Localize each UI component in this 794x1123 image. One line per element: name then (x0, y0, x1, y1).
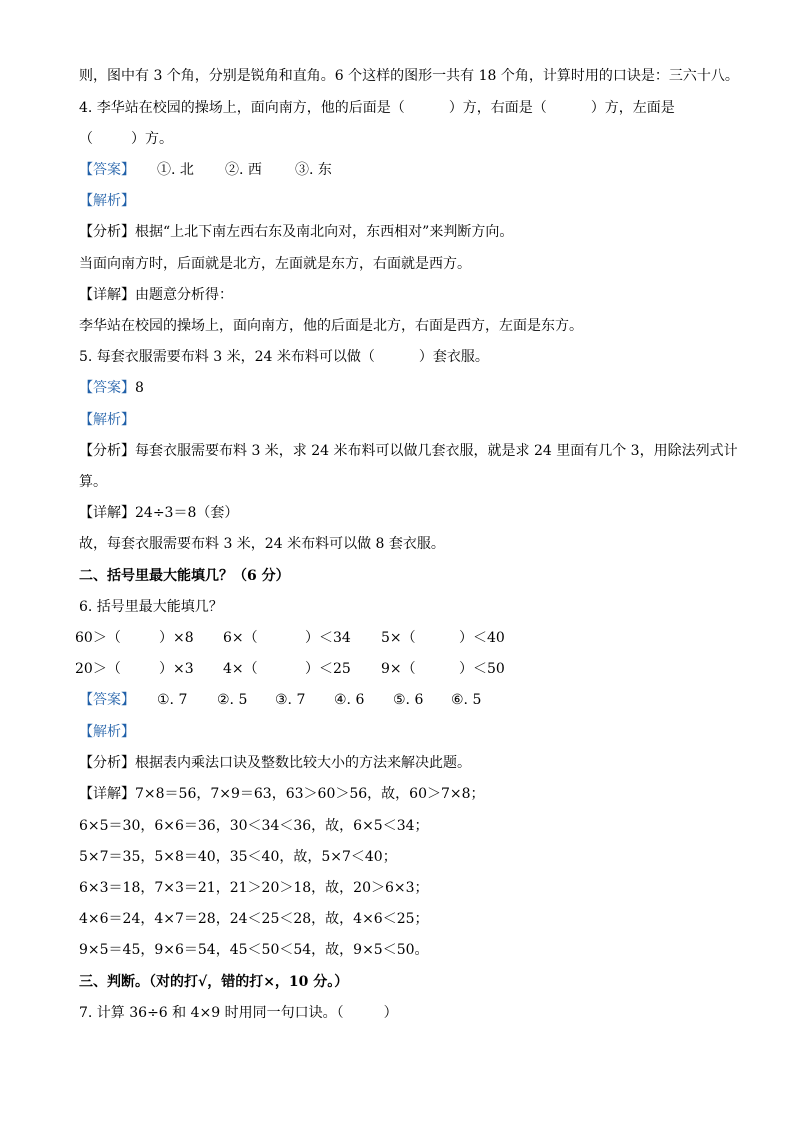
expression-part: ）＜50 (459, 661, 505, 677)
text-line: 6×3＝18，7×3＝21，21＞20＞18，故，20＞6×3； (79, 880, 429, 896)
expression-part: ）×3 (159, 661, 194, 677)
expression-part: 9×（ (381, 661, 416, 677)
question-text: ）套衣服。 (418, 349, 489, 365)
analysis-tag: 【解析】 (79, 412, 135, 428)
answer-item: ③. 7 (275, 692, 306, 708)
xiangjie-tag: 【详解】 (79, 786, 135, 802)
text-line: 故，每套衣服需要布料 3 米，24 米布料可以做 8 套衣服。 (79, 536, 445, 552)
section-heading: 三、判断。（对的打√，错的打×，10 分。） (79, 974, 349, 990)
xiangjie-tag: 【详解】 (79, 287, 135, 303)
expression-part: ）×8 (159, 630, 194, 646)
question-text: 7. 计算 36÷6 和 4×9 时用同一句口诀。（ (79, 1005, 344, 1021)
question-text: 5. 每套衣服需要布料 3 米，24 米布料可以做（ (79, 349, 375, 365)
question-4 (79, 98, 675, 118)
question-text: ）方。 (131, 131, 173, 147)
fenxi-text: 根据“上北下南左西右东及南北向对，东西相对”来判断方向。 (135, 224, 514, 240)
question-text: ）方，左面是 (590, 100, 675, 116)
question-6-row-2 (75, 659, 539, 679)
text-line: 6×5＝30，6×6＝36，30＜34＜36，故，6×5＜34； (79, 818, 429, 834)
answer-line (79, 690, 719, 710)
answer-line (79, 160, 719, 180)
question-5 (79, 347, 489, 367)
xiangjie-line (79, 784, 485, 804)
answer-item: ①. 7 (157, 692, 188, 708)
question-text: 4. 李华站在校园的操场上，面向南方，他的后面是（ (79, 100, 405, 116)
text-line: 算。 (79, 474, 107, 490)
answer-item: ①. 北 (157, 162, 194, 178)
answer-tag: 【答案】 (79, 162, 135, 178)
fenxi-line (79, 222, 513, 242)
question-7 (79, 1003, 398, 1023)
expression-part: ）＜40 (459, 630, 505, 646)
text-line: 9×5＝45，9×6＝54，45＜50＜54，故，9×5＜50。 (79, 942, 429, 958)
xiangjie-line (79, 285, 233, 305)
text-line: 4×6＝24，4×7＝28，24＜25＜28，故，4×6＜25； (79, 911, 429, 927)
answer-item: ⑥. 5 (451, 692, 482, 708)
answer-value: 8 (135, 380, 144, 396)
expression-part: ）＜34 (305, 630, 351, 646)
text-line: 李华站在校园的操场上，面向南方，他的后面是北方，右面是西方，左面是东方。 (79, 318, 583, 334)
fenxi-tag: 【分析】 (79, 755, 135, 771)
fenxi-text: 每套衣服需要布料 3 米，求 24 米布料可以做几套衣服，就是求 24 里面有几个 3，用除法列式计 (135, 443, 738, 459)
fenxi-text: 根据表内乘法口诀及整数比较大小的方法来解决此题。 (135, 755, 471, 771)
xiangjie-text: 7×8＝56，7×9＝63，63＞60＞56，故，60＞7×8； (135, 786, 485, 802)
fenxi-tag: 【分析】 (79, 443, 135, 459)
fenxi-line (79, 753, 471, 773)
xiangjie-text: 24÷3＝8（套） (135, 505, 239, 521)
question-text: ）方，右面是（ (448, 100, 547, 116)
question-6: 6. 括号里最大能填几？ (79, 599, 223, 615)
question-text: ） (383, 1005, 398, 1021)
expression-part: 6×（ (223, 630, 258, 646)
fenxi-line (79, 441, 738, 461)
expression-part: 5×（ (381, 630, 416, 646)
answer-item: ②. 西 (225, 162, 262, 178)
answer-tag: 【答案】 (79, 692, 135, 708)
xiangjie-tag: 【详解】 (79, 505, 135, 521)
xiangjie-text: 由题意分析得： (135, 287, 233, 303)
xiangjie-line (79, 503, 238, 523)
expression-part: 4×（ (223, 661, 258, 677)
section-heading: 二、括号里最大能填几？（6 分） (79, 568, 290, 584)
text-line: 则，图中有 3 个角，分别是锐角和直角。6 个这样的图形一共有 18 个角，计算时用的口诀是：三六十八。 (79, 68, 739, 84)
question-4-continued (79, 129, 173, 149)
answer-item: ⑤. 6 (393, 692, 424, 708)
expression-part: ）＜25 (305, 661, 351, 677)
answer-item: ④. 6 (334, 692, 365, 708)
analysis-tag: 【解析】 (79, 193, 135, 209)
text-line: 当面向南方时，后面就是北方，左面就是东方，右面就是西方。 (79, 256, 471, 272)
answer-item: ②. 5 (217, 692, 248, 708)
analysis-tag: 【解析】 (79, 724, 135, 740)
answer-item: ③. 东 (295, 162, 332, 178)
answer-line (79, 378, 144, 398)
answer-tag: 【答案】 (79, 380, 135, 396)
expression-part: 60＞（ (75, 630, 121, 646)
text-line: 5×7＝35，5×8＝40，35＜40，故，5×7＜40； (79, 849, 397, 865)
expression-part: 20＞（ (75, 661, 121, 677)
fenxi-tag: 【分析】 (79, 224, 135, 240)
question-6-row-1 (75, 628, 539, 648)
question-text: （ (79, 131, 93, 147)
